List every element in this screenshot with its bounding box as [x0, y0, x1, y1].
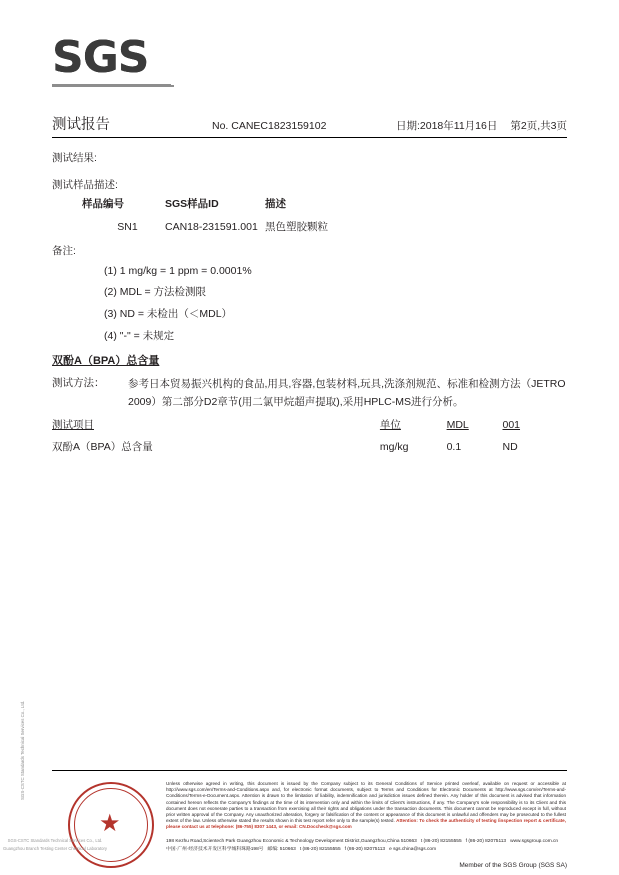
- cell-sgs-id: CAN18-231591.001: [165, 220, 258, 233]
- section-heading-bpa: 双酚A（BPA）总含量: [52, 355, 160, 367]
- test-method-text: 参考日本贸易振兴机构的食品,用具,容器,包装材料,玩具,洗涤剂规范、标准和检测方法（JETRO 2009）第二部分D2章节(用二氯甲烷超声提取),采用HPLC-MS进行分析。: [128, 378, 566, 408]
- page-indicator: 第2页,共3页: [510, 120, 567, 132]
- test-method-block: [52, 375, 567, 411]
- cell-sample-no: SN1: [117, 220, 138, 233]
- column-test-item: [52, 417, 380, 435]
- footer-side-text: SGS-CSTC Standards Technical Services Co., Ltd.: [20, 700, 25, 800]
- column-sample-001: 001: [502, 418, 521, 431]
- note-item: (2) MDL = 方法检测限: [104, 286, 206, 298]
- footer-divider: [52, 770, 567, 771]
- footer-email-cn: e sgs.china@sgs.com: [389, 847, 437, 852]
- sample-table: [82, 196, 385, 234]
- column-unit: 单位: [379, 419, 401, 431]
- cell-result-value: ND: [502, 440, 518, 453]
- sgs-logo-divider: [171, 40, 174, 85]
- footer-fax-cn: f (86-20) 82075113: [344, 847, 386, 852]
- table-row: [52, 435, 567, 454]
- footer-address-en: 198 Kezhu Road,Scientech Park Guangzhou Economic & Technology Development District,Guangzhou,China 510663: [166, 839, 417, 844]
- footer-web: www.sgsgroup.com.cn: [510, 839, 559, 844]
- notes-block: [52, 243, 252, 350]
- report-header: [52, 113, 567, 134]
- footer-address-en-row: [166, 838, 566, 846]
- sgs-logo-underline: [52, 84, 174, 87]
- note-item: (3) ND = 未检出（＜MDL）: [104, 308, 233, 320]
- footer-address-cn: 中国·广州·经济技术开发区科学城科珠路198号: [166, 847, 264, 852]
- footer-zip-cn: 邮编: 510663: [267, 847, 296, 852]
- star-icon: ★: [99, 810, 121, 837]
- table-header-row: [82, 196, 385, 219]
- result-table: [52, 417, 567, 454]
- sample-description-label: 测试样品描述:: [52, 179, 118, 191]
- sgs-logo: [52, 32, 182, 87]
- footer-address: [166, 838, 566, 854]
- header-divider: [52, 137, 567, 138]
- footer-disclaimer-text: Unless otherwise agreed in writing, this document is issued by the Company subject to its General Conditions of Service printed overleaf, available on request or accessible at http://www.sgs.com/en/Terms-and-Conditions.aspx and, for electronic format documents, subject to Terms and Conditions for Electronic Documents at http://www.sgs.com/en/Terms-and-Conditions/Terms-e-Document.aspx. Attention is drawn to the limitation of liability, indemnification and jurisdiction issues defined therein. Any holder of this document is advised that information contained hereon reflects the Company's findings at the time of its intervention only and within the limits of Client's instructions, if any. The Company's sole responsibility is to its Client and this document does not exonerate parties to a transaction from exercising all their rights and obligations under the transaction documents. This document cannot be reproduced except in full, without prior written approval of the Company. Any unauthorized alteration, forgery or falsification of the content or appearance of this document is unlawful and offenders may be prosecuted to the fullest extent of the law. Unless otherwise stated the results shown in this test report refer only to the sample(s) tested.: [166, 781, 566, 824]
- cell-test-item: 双酚A（BPA）总含量: [52, 441, 153, 453]
- column-test-item-label: 测试项目: [52, 419, 94, 431]
- footer-tel-cn: t (86-20) 82155555: [299, 847, 341, 852]
- test-method-label: 测试方法：: [52, 377, 105, 389]
- footer-address-cn-row: [166, 846, 566, 854]
- column-description: 描述: [265, 198, 286, 210]
- table-row: [82, 219, 385, 234]
- footer-member-line: Member of the SGS Group (SGS SA): [459, 862, 567, 869]
- stamp-caption-line-1: SGS-CSTC Standards Technical Services Co., Ltd.: [7, 838, 103, 843]
- company-stamp: [60, 780, 160, 870]
- note-item: (4) "-" = 未规定: [104, 330, 175, 342]
- sgs-logo-text: SGS: [52, 32, 149, 83]
- cell-unit: mg/kg: [379, 440, 409, 453]
- footer-disclaimer: [166, 781, 566, 831]
- footer-fax-en: f (86-20) 82075113: [465, 839, 507, 844]
- column-sgs-id: SGS样品ID: [165, 198, 219, 210]
- table-header-row: [52, 417, 567, 435]
- cell-mdl: 0.1: [446, 440, 462, 453]
- stamp-caption-line-2: Guangzhou Branch Testing Center Chemical Laboratory: [3, 846, 107, 851]
- results-label: 测试结果:: [52, 152, 97, 164]
- report-date: 日期:2018年11月16日: [396, 120, 498, 132]
- note-item: (1) 1 mg/kg = 1 ppm = 0.0001%: [104, 265, 252, 277]
- notes-label: 备注:: [52, 245, 76, 257]
- footer-attention-text: Attention: To check the authenticity of testing /inspection report & certificate, please contact us at telephone: (86-755) 8307 1443, or email: CN.Doccheck@sgs.com: [166, 818, 566, 830]
- footer-tel-en: t (86-20) 82155555: [420, 839, 462, 844]
- cell-description: 黑色塑胶颗粒: [265, 221, 328, 233]
- page-title: 测试报告: [52, 117, 110, 133]
- column-sample-no: 样品编号: [82, 198, 124, 210]
- report-number: No. CANEC1823159102: [212, 120, 327, 132]
- column-mdl: MDL: [446, 418, 469, 431]
